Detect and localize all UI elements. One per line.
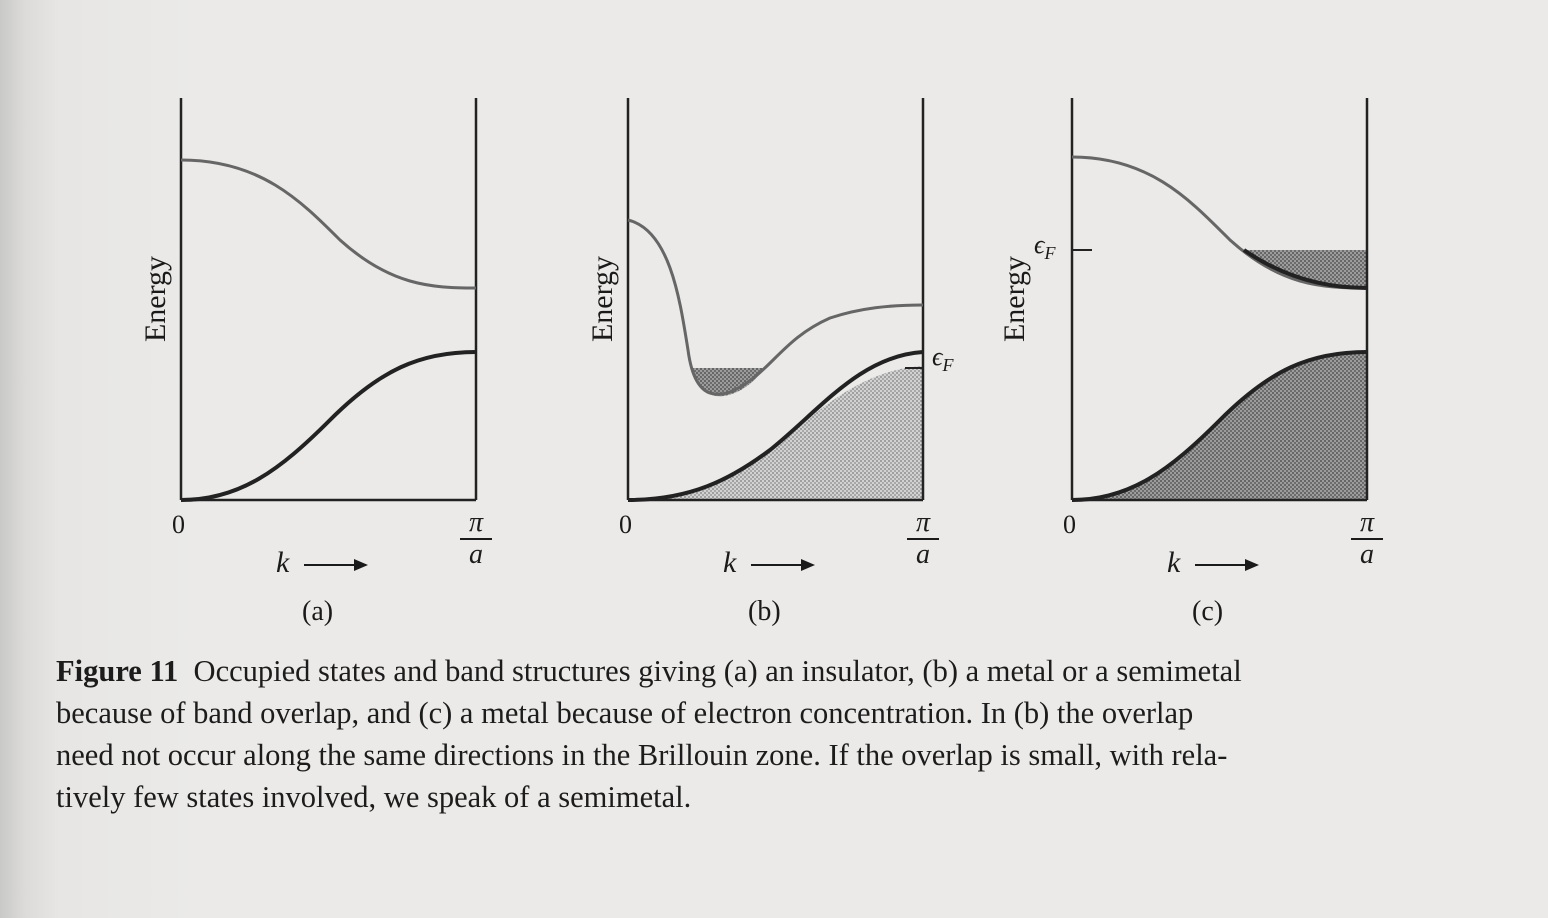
panel-a-x-end-num: π	[468, 507, 484, 538]
panel-c-x-end-num: π	[1359, 507, 1375, 538]
panel-c-x-end	[1347, 508, 1387, 570]
panel-a-y-label: Energy	[139, 255, 172, 343]
panel-b-fermi-subscript: F	[942, 355, 954, 376]
panel-c	[1072, 98, 1367, 500]
panel-a	[181, 98, 476, 500]
panel-a-lower-band	[181, 352, 476, 500]
figure-caption	[56, 650, 1456, 818]
panel-a-label: (a)	[302, 596, 334, 627]
panel-c-fermi-label	[1034, 230, 1055, 264]
caption-line-1	[56, 650, 1456, 692]
panel-c-y-label: Energy	[998, 255, 1031, 343]
panel-b-k-arrow-icon	[751, 564, 813, 566]
panel-b-x-label: k	[723, 546, 737, 579]
panel-c-x-label: k	[1167, 546, 1181, 579]
panel-c-x-start: 0	[1063, 510, 1076, 539]
panel-a-upper-band	[181, 160, 476, 288]
panel-b-fermi-symbol: ϵ	[932, 342, 943, 371]
panel-c-k-arrow-icon	[1195, 564, 1257, 566]
panel-a-k-arrow-icon	[304, 564, 366, 566]
panel-b-y-label: Energy	[586, 255, 619, 343]
caption-line-4: tively few states involved, we speak of a semimetal.	[56, 780, 692, 814]
panel-b-x-end-num: π	[915, 507, 931, 538]
panel-a-x-end	[456, 508, 496, 570]
panel-b-x-end-den: a	[916, 539, 930, 570]
caption-line-2: because of band overlap, and (c) a metal because of electron concentration. In (b) the overlap	[56, 696, 1194, 730]
panel-b	[628, 98, 923, 500]
panel-b-x-end	[903, 508, 943, 570]
panel-b-upper-band	[628, 220, 923, 394]
panel-b-x-start: 0	[619, 510, 632, 539]
figure-number: Figure 11	[56, 654, 179, 688]
panel-a-x-end-den: a	[469, 539, 483, 570]
caption-line-1-text: Occupied states and band structures giving (a) an insulator, (b) a metal or a semimetal	[193, 654, 1242, 688]
panel-c-fermi-symbol: ϵ	[1034, 230, 1045, 259]
panel-c-filled-lower-band	[1072, 352, 1367, 500]
panel-c-label: (c)	[1192, 596, 1224, 627]
panel-a-x-start: 0	[172, 510, 185, 539]
panel-b-label: (b)	[748, 596, 781, 627]
caption-line-3: need not occur along the same directions in the Brillouin zone. If the overlap is small, with rela-	[56, 738, 1228, 772]
panel-c-fermi-subscript: F	[1044, 243, 1056, 264]
panel-c-x-end-den: a	[1360, 539, 1374, 570]
panel-a-x-label: k	[276, 546, 290, 579]
panel-b-filled-lower-states	[628, 366, 923, 500]
panel-b-fermi-label	[932, 342, 953, 376]
